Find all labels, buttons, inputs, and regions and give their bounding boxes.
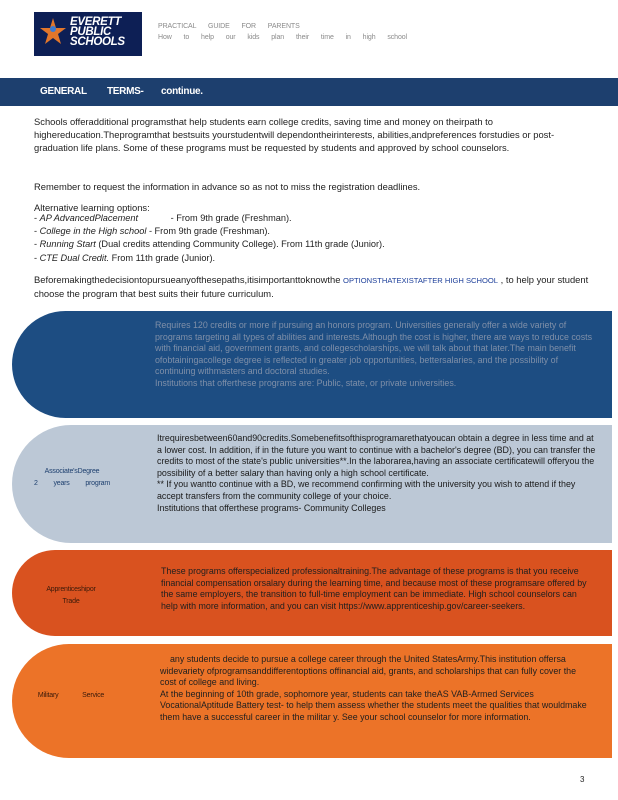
header-tagline	[158, 21, 407, 43]
school-logo	[34, 12, 142, 56]
university-text-p1: Requires 120 credits or more if pursuing an honors program. Universities generally offer a wide variety of programs targeting all types of abilities and interests.Although the cost is higher, there are ways to reduce costs with financial aid, government grants, and collegescholarships, we will talk about that later.The main benefit ofobtainingacollege degree is reflected in greater job opportunities, bettersalaries, and the possibility of continuing withmasters and doctoral studies.	[155, 320, 593, 377]
section-banner	[0, 78, 618, 106]
alt-options-list	[34, 212, 385, 265]
logo-line-1: EVERETT	[70, 16, 121, 28]
decision-paragraph	[34, 273, 590, 300]
list-item: - College in the High school - From 9th grade (Freshman).	[34, 226, 270, 237]
decision-text-end: , to help your student choose the program that best suits their future curriculum.	[34, 274, 589, 299]
tagline-line-2: How to help our kids plan their time in high school	[158, 34, 407, 41]
star-person-icon	[38, 16, 68, 52]
intro-paragraph: Schools offeradditional programsthat help students earn college credits, saving time and money on theirpath to highereducation.Theprogramthat bestsuits yourstudentwill dependontheirinterests, abilities,andpreferences forstudies or post-graduation life plans. Some of these programs must be requested by students and approved by school counselors.	[34, 116, 555, 153]
associate-label: Associate'sDegree 2 years program	[34, 468, 110, 487]
military-text-p1: any students decide to pursue a college career through the United StatesArmy.This institution offersa widevariety ofprogramsanddifferentoptions offinancial aid, grants, and scholarships that can fully cover the cost of college and living.	[160, 654, 577, 688]
military-text-p2: At the beginning of 10th grade, sophomore year, students can take theAS VAB-Armed Services VocationalAptitude Battery test- to help them assess whether the students meet the qualities that wouldmake them have a successful career in the militar y. See your school counselor for more information.	[160, 688, 587, 722]
banner-general: GENERAL	[40, 86, 87, 97]
logo-line-2: PUBLIC	[70, 26, 112, 38]
option-name: CTE Dual Credit.	[39, 252, 110, 263]
apprenticeship-text-p1: These programs offerspecialized professionaltraining.The advantage of these programs is that you receive financial compensation orsalary during the learning time, and because most of these programsare offered by the same employers, the transition to full-time employment can be immediate. High school counselors can help with more information, and you can visit https://www.apprenticeship.gov/career-seekers.	[161, 566, 587, 611]
university-text	[155, 320, 595, 390]
military-text	[160, 654, 592, 724]
decision-text-start: Beforemakingthedecisiontopursueanyofthesepaths,itisimportanttoknowthe	[34, 274, 341, 285]
alt-options-title: Alternative learning options:	[34, 202, 150, 213]
options-link[interactable]: OPTIONSTHATEXISTAFTER HIGH SCHOOL	[343, 276, 499, 285]
associate-text-p1: Itrequiresbetween60and90credits.Somebenefitsofthisprogramarethatyoucan obtain a degree in less time and at a lower cost. In addition, if in the future you want to continue with a bachelor's degree (BD), you can transfer the credits to most of the state's public universities**.In the laborarea,having an associate certificatewill offeryou the possibility of a better salary than having only a high school certificate.	[157, 433, 596, 478]
option-detail: (Dual credits attending Community College). From 11th grade (Junior).	[98, 239, 385, 250]
list-item: - CTE Dual Credit. From 11th grade (Junior).	[34, 252, 216, 263]
option-detail: From 11th grade (Junior).	[111, 252, 216, 263]
military-label: Military Service	[37, 692, 105, 699]
university-text-p2: Institutions that offerthese programs are: Public, state, or private universities.	[155, 377, 457, 388]
option-name: AP AdvancedPlacement	[39, 213, 139, 223]
apprenticeship-label: Apprenticeshipor Trade	[46, 586, 96, 605]
banner-terms: TERMS-	[107, 86, 144, 97]
banner-continue: continue.	[161, 86, 203, 97]
associate-text-p2: ** If you wantto continue with a BD, we recommend confirming with the university you wish to attend if they accept transfers from the community college of your choice.	[157, 479, 576, 501]
option-name: Running Start	[39, 239, 96, 250]
list-item: - AP AdvancedPlacement - From 9th grade (Freshman).	[34, 213, 292, 223]
option-detail: - From 9th grade (Freshman).	[148, 226, 270, 237]
reminder-paragraph: Remember to request the information in advance so as not to miss the registration deadlines.	[34, 181, 421, 192]
option-detail: - From 9th grade (Freshman).	[170, 213, 292, 223]
list-item: - Running Start (Dual credits attending Community College). From 11th grade (Junior).	[34, 239, 385, 250]
apprenticeship-text	[161, 566, 593, 612]
associate-text	[157, 433, 597, 514]
associate-text-p3: Institutions that offerthese programs- Community Colleges	[157, 502, 386, 513]
logo-line-3: SCHOOLS	[70, 36, 125, 48]
tagline-line-1: PRACTICAL GUIDE FOR PARENTS	[158, 23, 300, 30]
page-number: 3	[580, 775, 585, 784]
option-name: College in the High school	[39, 226, 147, 237]
